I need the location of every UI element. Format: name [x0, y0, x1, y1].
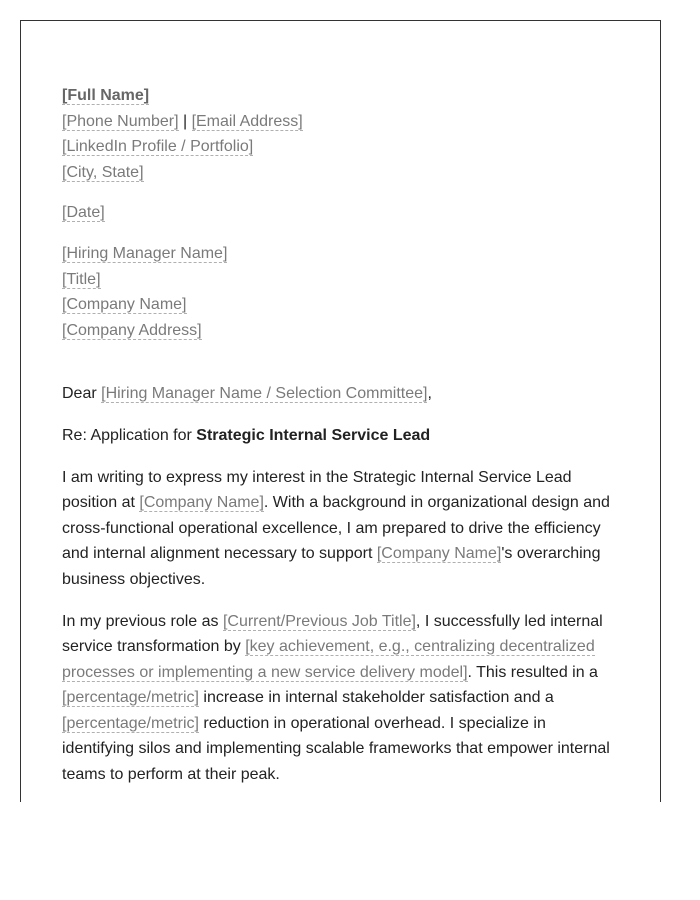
full-name-placeholder[interactable]: [Full Name] — [62, 87, 150, 104]
salutation-prefix: Dear — [62, 385, 102, 403]
date-block — [62, 200, 622, 226]
p1-text-1: I am writing to express my interest in the Strategic Internal Service Lead position at — [62, 468, 572, 512]
phone-placeholder[interactable]: [Phone Number] — [62, 112, 179, 130]
p1-company-placeholder-1[interactable]: [Company Name] — [139, 494, 264, 512]
sender-block — [62, 83, 622, 185]
p2-metric-placeholder-1[interactable]: [percentage/metric] — [62, 689, 199, 707]
subject-role: Strategic Internal Service Lead — [196, 426, 431, 444]
p1-text-2: . With a background in organizational design and cross-functional operational excellence, I am prepared to drive the efficiency and internal alignment necessary to support — [62, 494, 610, 563]
company-name-placeholder[interactable]: [Company Name] — [62, 296, 187, 314]
contact-separator: | — [178, 112, 192, 130]
linkedin-placeholder[interactable]: [LinkedIn Profile / Portfolio] — [62, 138, 254, 156]
subject-line — [62, 423, 622, 449]
p2-text-4: increase in internal stakeholder satisfaction and a — [198, 689, 554, 707]
p2-achievement-placeholder[interactable]: [key achievement, e.g., centralizing decentralized processes or implementing a new service delivery model] — [62, 638, 595, 681]
p2-text-5: reduction in operational overhead. I specialize in identifying silos and implementing scalable frameworks that empower internal teams to perform at their peak. — [62, 714, 610, 784]
p1-text-3: 's overarching business objectives. — [62, 545, 601, 588]
title-placeholder[interactable]: [Title] — [62, 270, 101, 288]
city-state-line — [62, 160, 622, 186]
p2-job-title-placeholder[interactable]: [Current/Previous Job Title] — [222, 612, 416, 630]
p2-text-2: , I successfully led internal service transformation by — [62, 612, 603, 656]
contact-line — [62, 109, 622, 135]
body-paragraph-1 — [62, 465, 622, 593]
p2-text-3: . This resulted in a — [467, 663, 598, 681]
recipient-name-line — [62, 241, 622, 267]
recipient-company-line — [62, 292, 622, 318]
salutation-suffix: , — [427, 385, 432, 403]
body-paragraph-2 — [62, 609, 622, 788]
hiring-manager-placeholder[interactable]: [Hiring Manager Name] — [62, 244, 228, 262]
p2-text-1: In my previous role as — [62, 612, 223, 630]
letter-content — [62, 83, 622, 788]
recipient-title-line — [62, 267, 622, 293]
salutation-placeholder[interactable]: [Hiring Manager Name / Selection Committee] — [101, 385, 428, 403]
letter-page — [20, 20, 661, 802]
linkedin-line — [62, 134, 622, 160]
full-name-line — [62, 83, 622, 109]
p1-company-placeholder-2[interactable]: [Company Name] — [376, 545, 502, 563]
subject-prefix: Re: Application for — [62, 426, 197, 444]
city-state-placeholder[interactable]: [City, State] — [62, 163, 144, 181]
salutation — [62, 381, 622, 407]
p2-metric-placeholder-2[interactable]: [percentage/metric] — [62, 714, 199, 732]
company-address-placeholder[interactable]: [Company Address] — [62, 321, 202, 339]
date-placeholder[interactable]: [Date] — [62, 204, 105, 222]
recipient-block — [62, 241, 622, 343]
email-placeholder[interactable]: [Email Address] — [191, 112, 303, 130]
recipient-address-line — [62, 318, 622, 344]
